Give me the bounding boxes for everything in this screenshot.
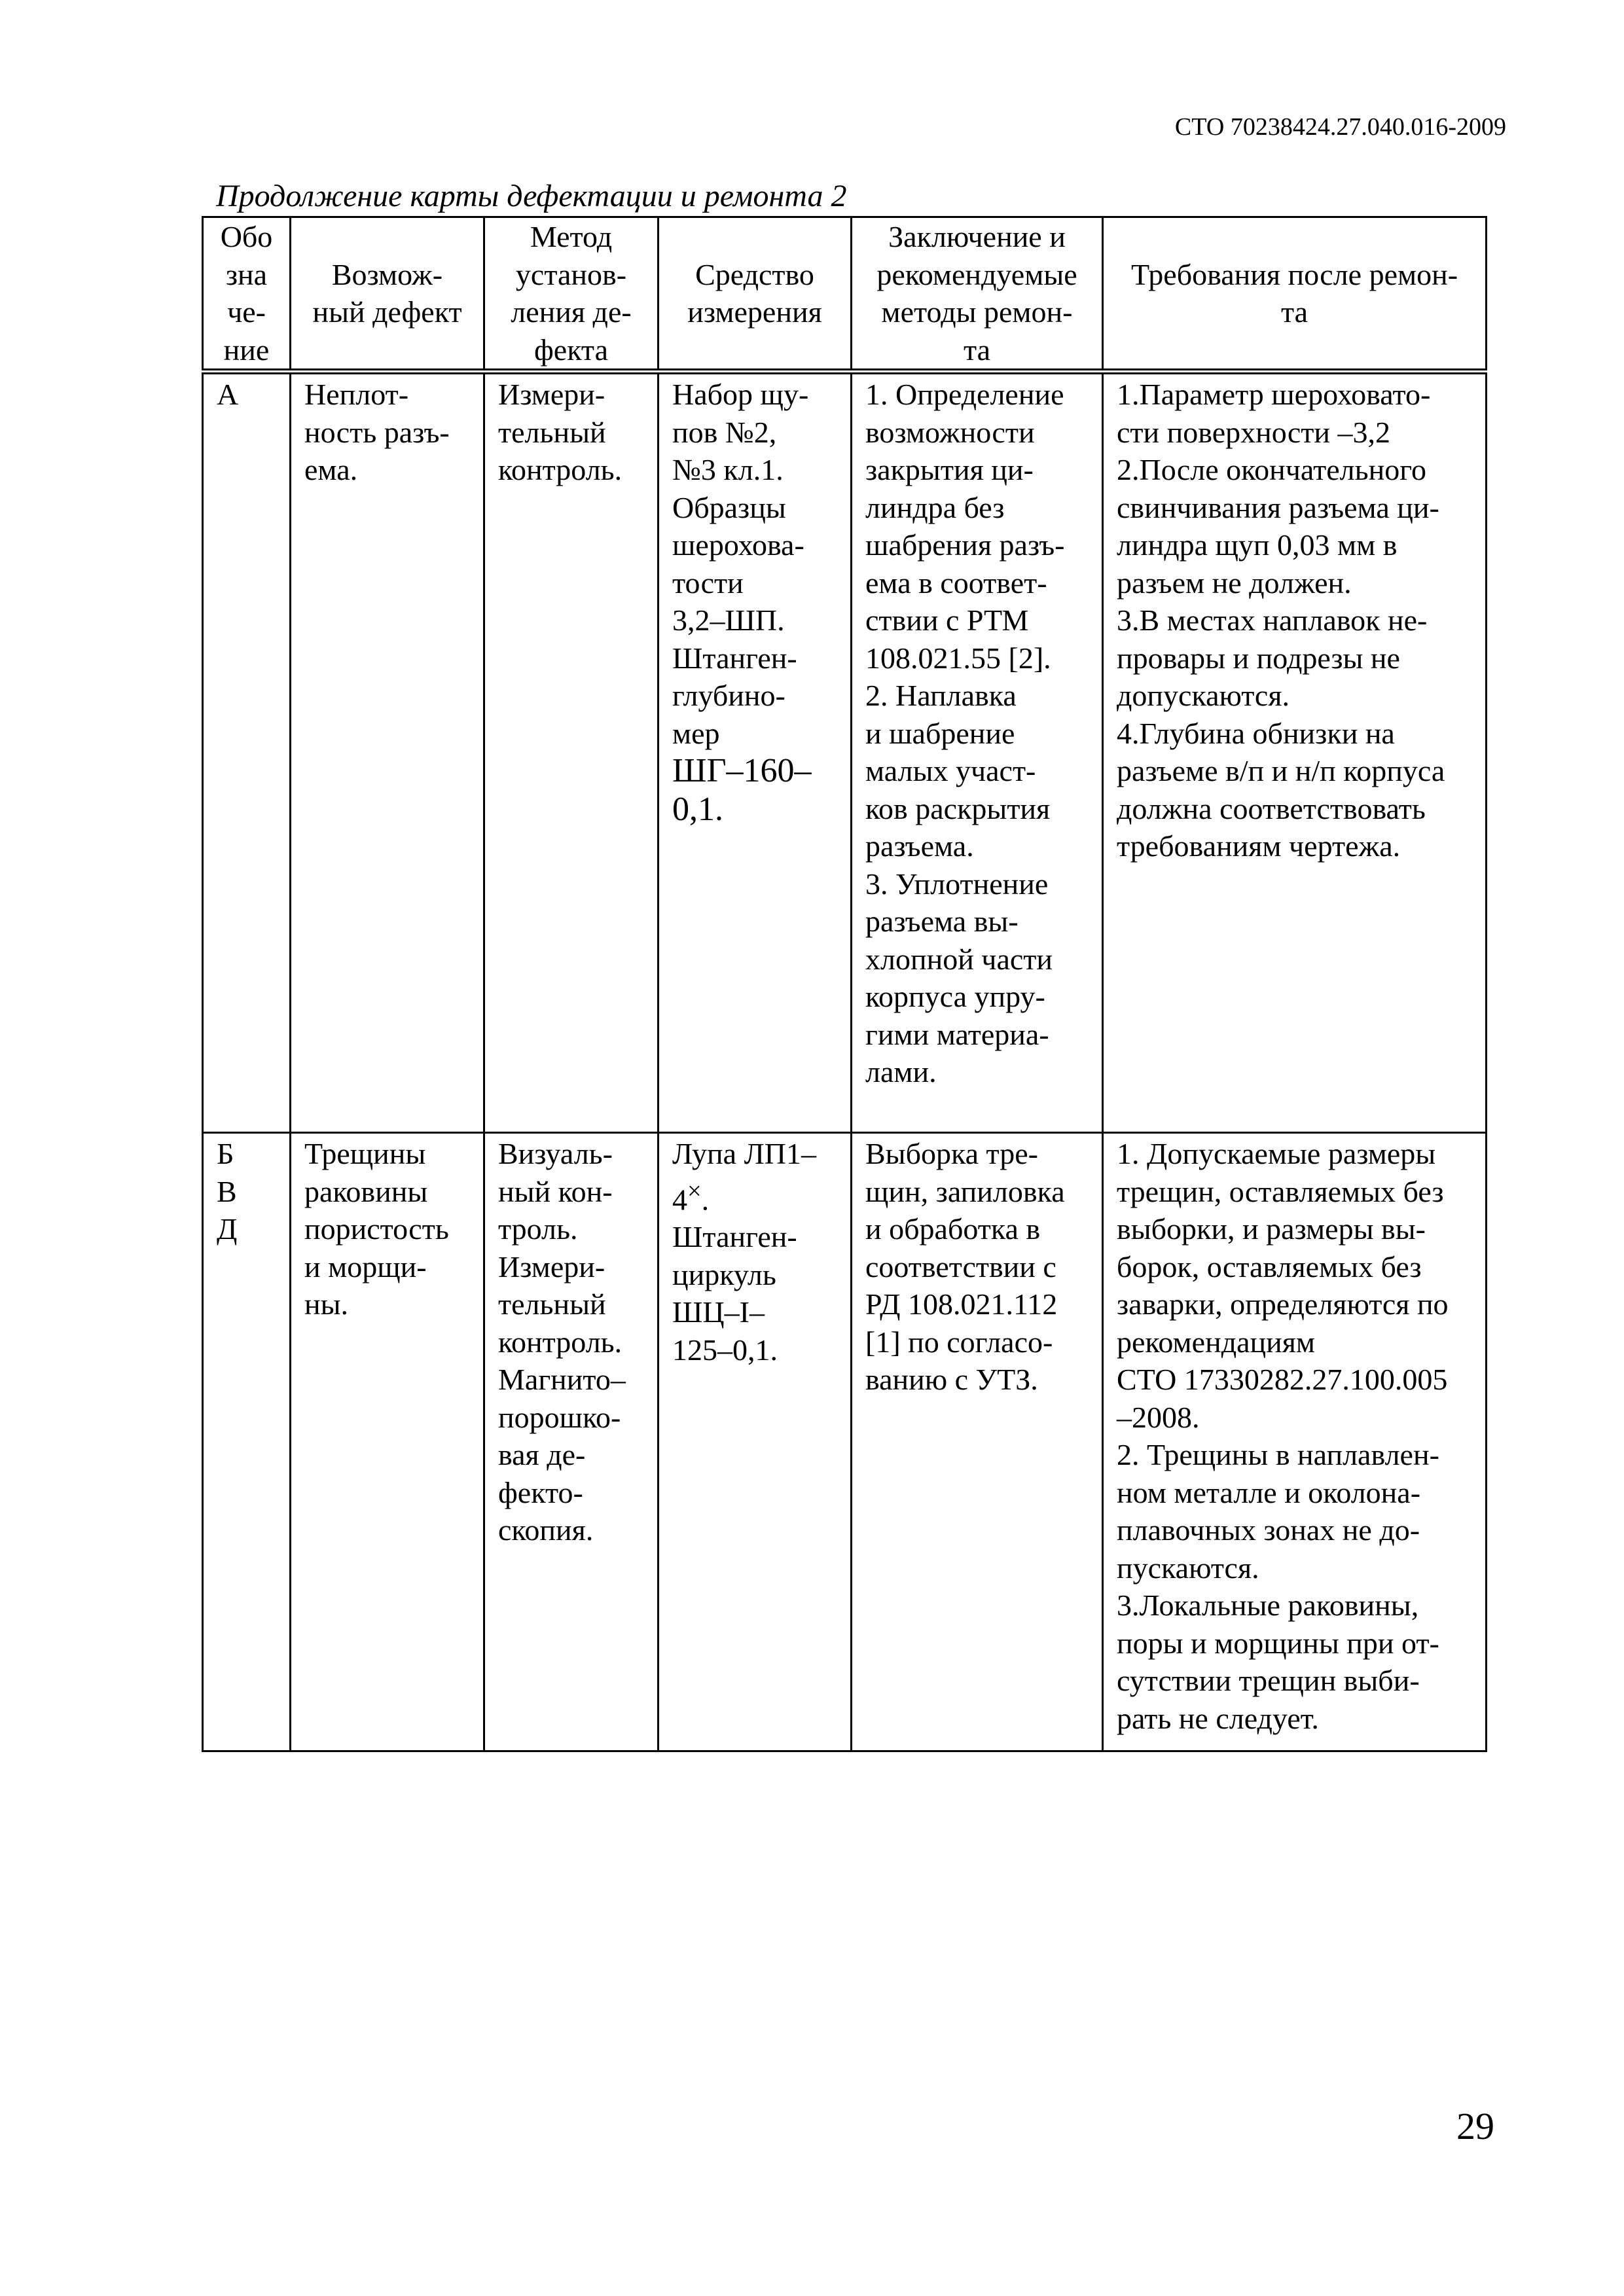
cell-defect: Неплот- ность разъ- ема. [291,372,484,1133]
page-number: 29 [1456,2105,1494,2147]
instrument-text: Лупа ЛП1– 4 [672,1137,817,1216]
cell-requirements: 1.Параметр шероховато- сти поверхности –3,2 2.После окончательного свинчивания разъема ци- линдра щуп 0,03 мм в разъем не должен. 3.В местах наплавок не- провары и подрезы не допускаются. 4.Глубина обнизки на разъеме в/п и н/п корпуса должна соответствовать требованиям чертежа. [1103,372,1487,1133]
cell-instrument [659,372,852,1133]
table-row [203,1133,1487,1751]
table-row [203,372,1487,1133]
cell-requirements: 1. Допускаемые размеры трещин, оставляемых без выборки, и размеры вы- борок, оставляемых без заварки, определяются по рекомендациям СТО 17330282.27.100.005 –2008. 2. Трещины в наплавлен- ном металле и околона- плавочных зонах не до- пускаются. 3.Локальные раковины, поры и морщины при от- сутствии трещин выби- рать не следует. [1103,1133,1487,1751]
header-measuring-instrument: Средство измерения [659,217,852,372]
instrument-text: Набор щу- пов №2, №3 кл.1. Образцы шерохова- тости 3,2–ШП. Штанген- глубино- мер [672,378,809,750]
cell-designation: Б В Д [203,1133,291,1751]
cell-conclusion: 1. Определение возможности закрытия ци- линдра без шабрения разъ- ема в соответ- ствии с РТМ 108.021.55 [2]. 2. Наплавка и шабрение малых участ- ков раскрытия разъема. 3. Уплотнение разъема вы- хлопной части корпуса упру- гими материа- лами. [852,372,1103,1133]
table-header-row [203,217,1487,372]
table-caption: Продолжение карты дефектации и ремонта 2 [216,179,847,213]
header-detection-method: Метод установ- ления де- фекта [484,217,659,372]
header-designation: Обо зна че- ние [203,217,291,372]
cell-conclusion: Выборка тре- щин, запиловка и обработка в соответствии с РД 108.021.112 [1] по согласо- ванию с УТЗ. [852,1133,1103,1751]
header-conclusion-repair-methods: Заключение и рекомендуемые методы ремон- та [852,217,1103,372]
header-possible-defect: Возмож- ный дефект [291,217,484,372]
defect-repair-table [202,216,1487,1752]
cell-instrument [659,1133,852,1751]
header-requirements-after-repair: Требования после ремон- та [1103,217,1487,372]
document-code: СТО 70238424.27.040.016-2009 [1174,113,1506,141]
instrument-text-rest: . Штанген- циркуль ШЦ–I– 125–0,1. [672,1182,797,1367]
magnification-superscript: × [687,1177,702,1205]
instrument-text-large: ШГ–160– 0,1. [672,752,812,828]
cell-method: Измери- тельный контроль. [484,372,659,1133]
cell-defect: Трещины раковины пористость и морщи- ны. [291,1133,484,1751]
cell-method: Визуаль- ный кон- троль. Измери- тельный контроль. Магнито– порошко- вая де- фекто- скопия. [484,1133,659,1751]
cell-designation: А [203,372,291,1133]
